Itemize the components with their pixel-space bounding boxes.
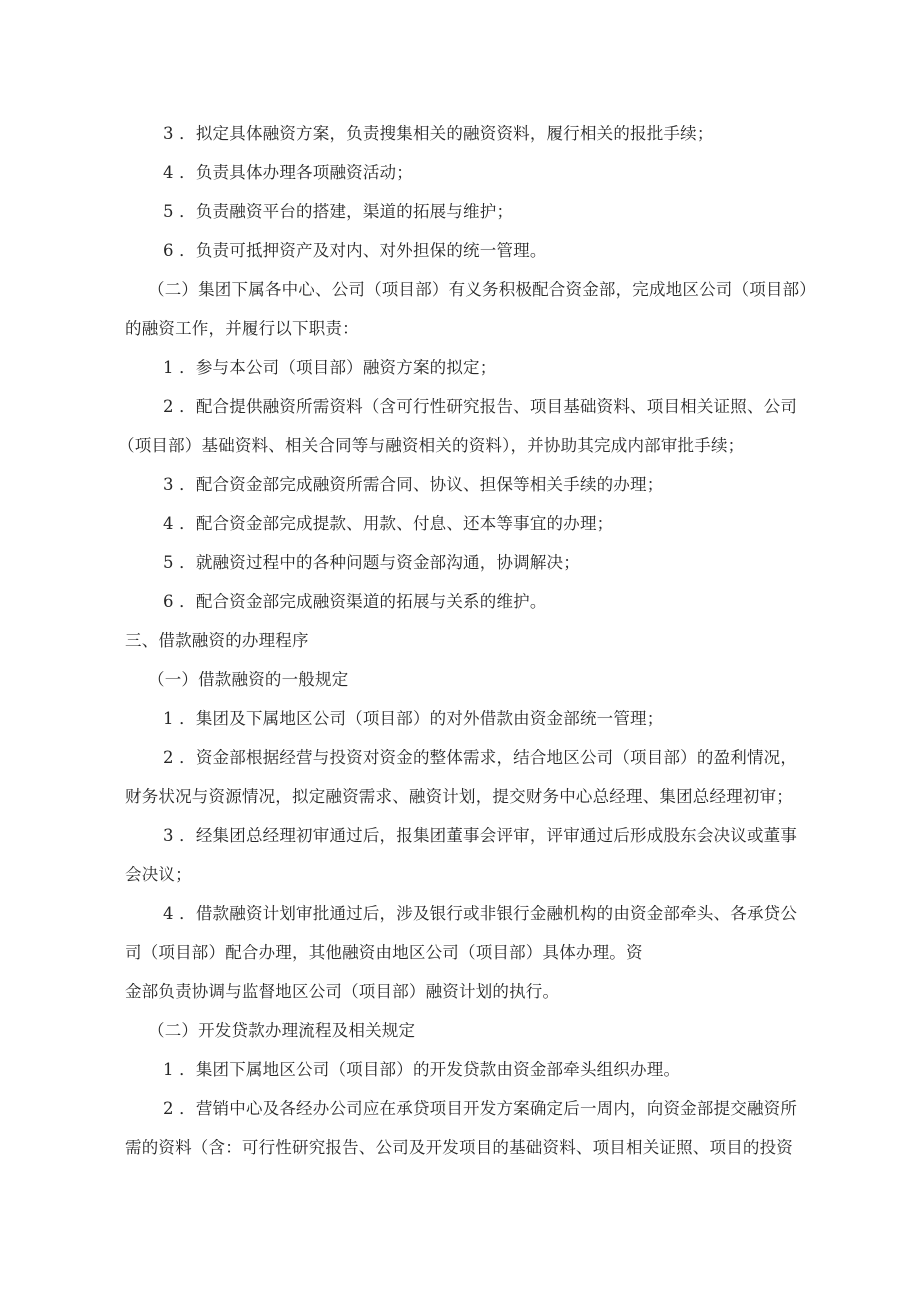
paragraph-line: 财务状况与资源情况，拟定融资需求、融资计划，提交财务中心总经理、集团总经理初审； (125, 787, 793, 806)
paragraph-line: 5 ．负责融资平台的搭建，渠道的拓展与维护； (163, 202, 514, 221)
paragraph-line: （二）集团下属各中心、公司（项目部）有义务积极配合资金部，完成地区公司（项目部） (148, 280, 816, 299)
paragraph-line: 2 ．资金部根据经营与投资对资金的整体需求，结合地区公司（项目部）的盈利情况， (163, 748, 798, 767)
paragraph-line: 6 ．配合资金部完成融资渠道的拓展与关系的维护。 (163, 592, 547, 611)
paragraph-line: 3 ．经集团总经理初审通过后，报集团董事会评审，评审通过后形成股东会决议或董事 (163, 826, 798, 845)
paragraph-line: 金部负责协调与监督地区公司（项目部）融资计划的执行。 (125, 982, 560, 1001)
paragraph-line: 6 ．负责可抵押资产及对内、对外担保的统一管理。 (163, 241, 547, 260)
paragraph-line: 4 ．配合资金部完成提款、用款、付息、还本等事宜的办理； (163, 514, 614, 533)
paragraph-line: 的融资工作，并履行以下职责： (125, 319, 359, 338)
paragraph-line: 4 ．负责具体办理各项融资活动； (163, 163, 413, 182)
paragraph-line: 2 ．营销中心及各经办公司应在承贷项目开发方案确定后一周内，向资金部提交融资所 (163, 1099, 798, 1118)
paragraph-line: 会决议； (125, 865, 192, 884)
section-heading: 三、借款融资的办理程序 (125, 631, 309, 650)
paragraph-line: 3 ．配合资金部完成融资所需合同、协议、担保等相关手续的办理； (163, 475, 664, 494)
subsection-heading: （一）借款融资的一般规定 (148, 670, 349, 689)
paragraph-line: 1 ．参与本公司（项目部）融资方案的拟定； (163, 358, 497, 377)
paragraph-line: 1 ．集团及下属地区公司（项目部）的对外借款由资金部统一管理； (163, 709, 664, 728)
subsection-heading: （二）开发贷款办理流程及相关规定 (148, 1021, 416, 1040)
paragraph-line: 5 ．就融资过程中的各种问题与资金部沟通，协调解决； (163, 553, 580, 572)
paragraph-line: 司（项目部）配合办理，其他融资由地区公司（项目部）具体办理。资 (125, 943, 643, 962)
paragraph-line: 需的资料（含：可行性研究报告、公司及开发项目的基础资料、项目相关证照、项目的投资 (125, 1138, 793, 1157)
paragraph-line: 4 ．借款融资计划审批通过后，涉及银行或非银行金融机构的由资金部牵头、各承贷公 (163, 904, 798, 923)
paragraph-line: （项目部）基础资料、相关合同等与融资相关的资料），并协助其完成内部审批手续； (118, 436, 745, 455)
paragraph-line: 2 ．配合提供融资所需资料（含可行性研究报告、项目基础资料、项目相关证照、公司 (163, 397, 798, 416)
paragraph-line: 1 ．集团下属地区公司（项目部）的开发贷款由资金部牵头组织办理。 (163, 1060, 681, 1079)
paragraph-line: 3 ．拟定具体融资方案，负责搜集相关的融资资料，履行相关的报批手续； (163, 124, 714, 143)
